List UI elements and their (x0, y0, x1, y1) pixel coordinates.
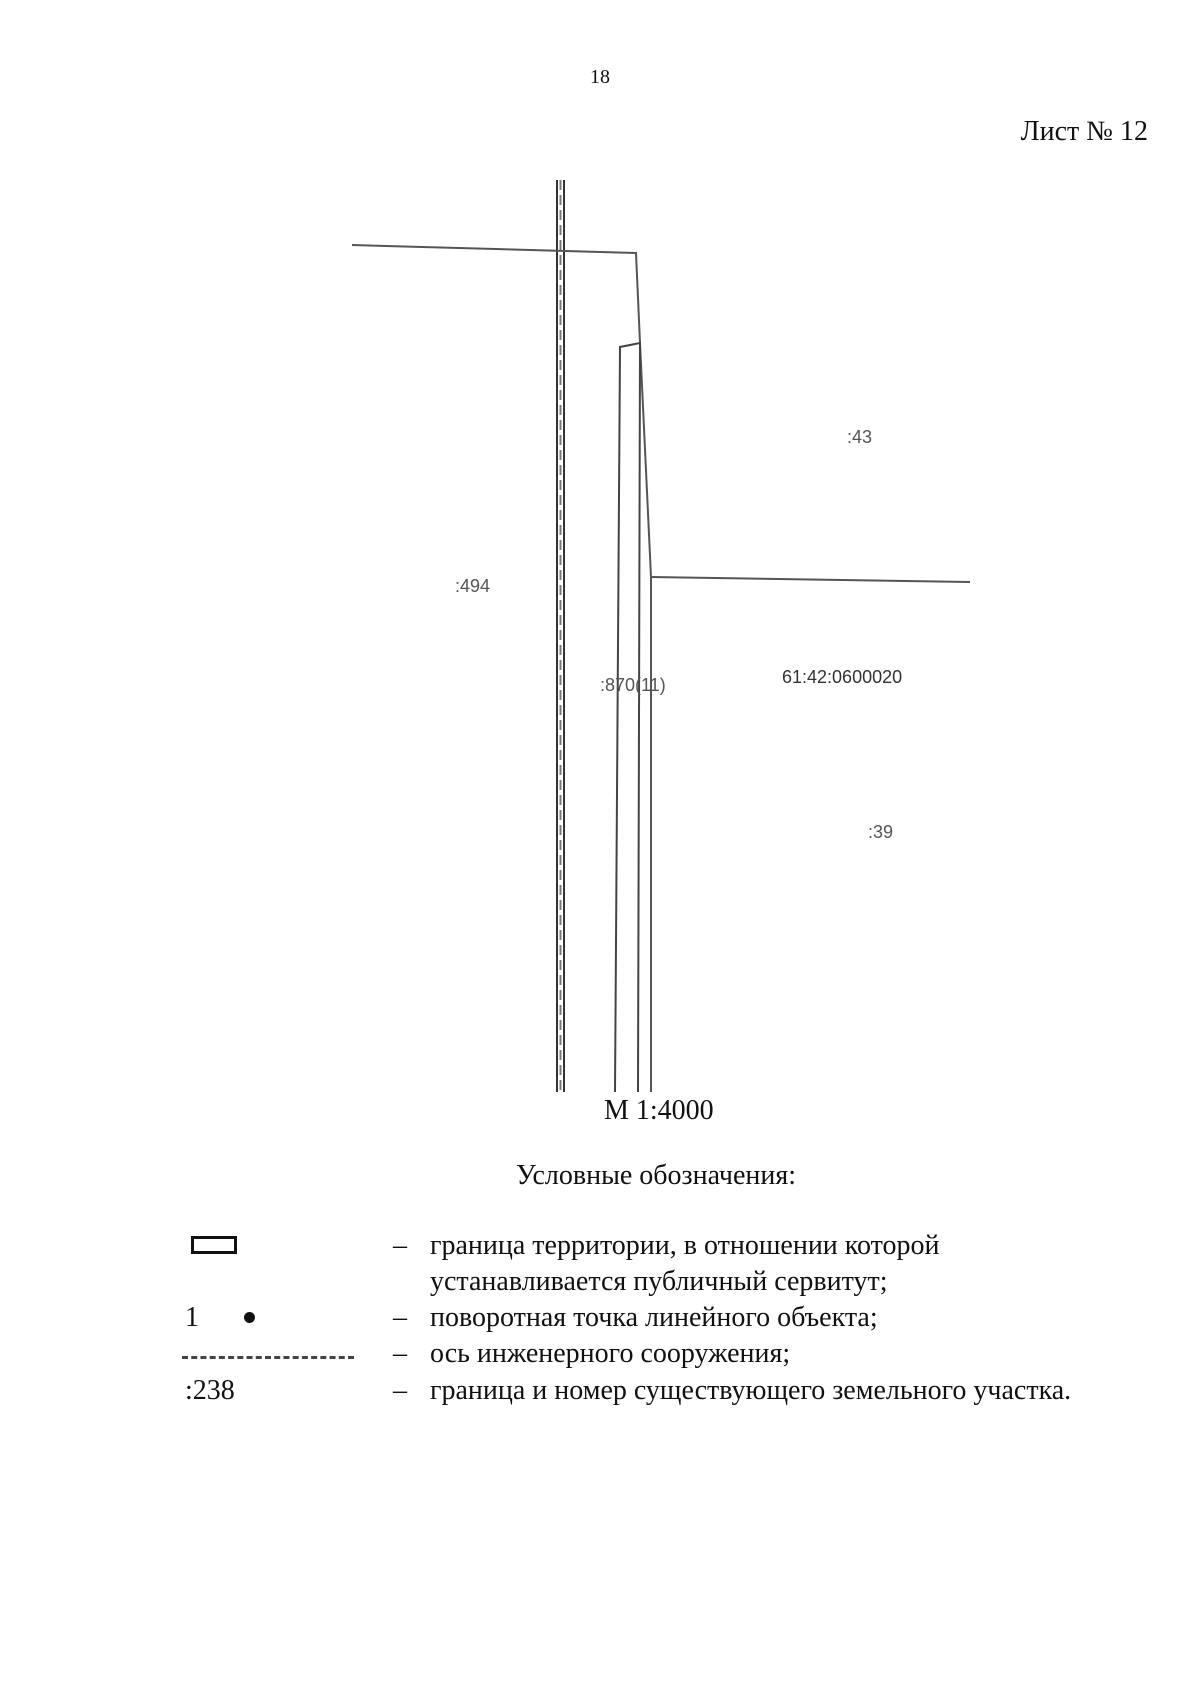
legend-text (430, 1336, 790, 1372)
legend-dash: – (393, 1338, 407, 1369)
servitude-territory (615, 343, 640, 1092)
sheet-label: Лист № 12 (1020, 116, 1148, 147)
legend-title: Условные обозначения: (516, 1160, 797, 1191)
parcel-label-43: :43 (847, 427, 873, 447)
map-scale: М 1:4000 (604, 1095, 714, 1126)
rectangle-symbol-icon (191, 1236, 237, 1254)
servitude-outline (615, 343, 640, 1092)
legend-symbol-text: 1 (185, 1302, 199, 1333)
legend-text-line: ось инженерного сооружения; (430, 1338, 791, 1369)
legend-symbol-text: :238 (185, 1375, 235, 1406)
legend-text (430, 1373, 1071, 1409)
legend-text-line: граница и номер существующего земельного участка. (430, 1375, 1072, 1406)
quarter-label: 61:42:0600020 (782, 667, 903, 687)
parcel-label-870: :870(11) (600, 675, 666, 695)
point-dot-icon (244, 1312, 255, 1323)
parcel-label-494: :494 (455, 576, 491, 596)
legend-dash: – (393, 1230, 407, 1261)
legend-text-line: граница территории, в отношении которой (430, 1230, 940, 1261)
engineering-structure (557, 180, 564, 1092)
dashed-line-symbol-icon (182, 1356, 354, 1359)
legend-text-line: поворотная точка линейного объекта; (430, 1302, 878, 1333)
legend-dash: – (393, 1302, 407, 1333)
boundary-top (352, 245, 640, 343)
legend-text-line: устанавливается публичный сервитут; (430, 1266, 888, 1297)
boundary-east (640, 343, 651, 1092)
legend-text (430, 1228, 939, 1300)
parcel-label-39: :39 (868, 822, 894, 842)
boundary-south (651, 577, 970, 582)
legend-dash: – (393, 1375, 407, 1406)
legend-text (430, 1300, 878, 1336)
page-number: 18 (590, 66, 610, 88)
